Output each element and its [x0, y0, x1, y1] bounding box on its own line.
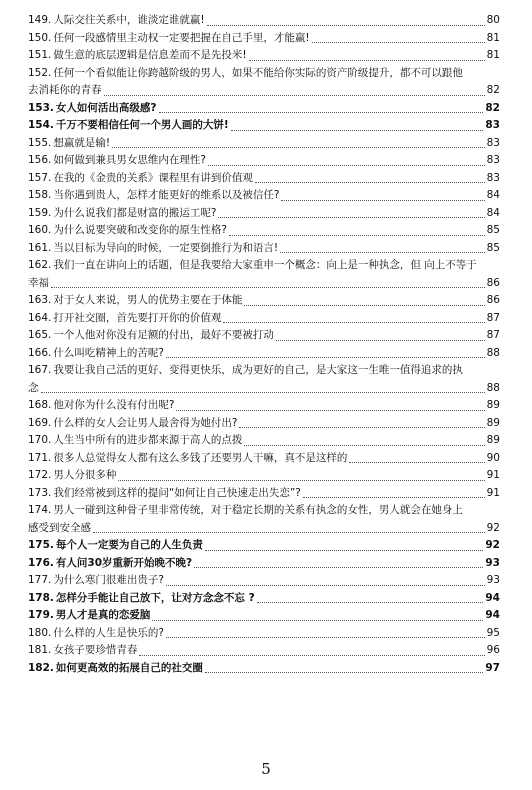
entry-page: 85 — [486, 241, 500, 254]
entry-title: 女人如何活出高级感? — [55, 101, 157, 114]
entry-title: 千万不要相信任何一个男人画的大饼! — [55, 119, 229, 131]
entry-title: 人际交往关系中，谁淡定谁就赢! — [53, 14, 205, 26]
page-number: 5 — [261, 760, 271, 778]
dot-leader — [255, 182, 485, 183]
dot-leader — [231, 130, 484, 131]
toc-entry[interactable] — [28, 345, 500, 363]
entry-title: 如何做到兼具男女思维内在理性? — [53, 154, 206, 166]
dot-leader — [152, 620, 483, 621]
entry-page: 83 — [486, 136, 500, 149]
toc-entry[interactable] — [28, 502, 500, 537]
dot-leader — [118, 480, 484, 481]
dot-leader — [205, 672, 483, 673]
entry-number: 164. — [28, 311, 52, 324]
toc-entry[interactable] — [28, 240, 500, 258]
dot-leader — [249, 60, 485, 61]
toc-entry[interactable] — [28, 660, 500, 678]
entry-title-line2: 去消耗你的青春 — [28, 84, 102, 96]
dot-leader — [139, 655, 484, 656]
entry-page: 83 — [486, 154, 500, 166]
entry-number: 151. — [28, 49, 52, 61]
entry-page: 90 — [486, 451, 500, 464]
dot-leader — [194, 567, 483, 568]
entry-page: 93 — [486, 574, 500, 586]
entry-title-line1: 任何一个看似能让你跨越阶级的男人，如果不能给你实际的资产阶级提升，都不可以跟他 — [53, 66, 463, 79]
entry-number: 165. — [28, 329, 52, 341]
entry-number: 160. — [28, 224, 52, 236]
dot-leader — [312, 42, 485, 43]
entry-title: 人生当中所有的进步都来源于高人的点拨 — [53, 434, 243, 446]
toc-entry[interactable] — [28, 572, 500, 590]
entry-title: 男人才是真的恋爱脑 — [55, 609, 151, 621]
entry-page: 89 — [486, 399, 500, 411]
entry-number: 173. — [28, 486, 52, 499]
toc-entry[interactable] — [28, 590, 500, 608]
entry-number: 182. — [28, 661, 54, 674]
toc-entry[interactable] — [28, 485, 500, 503]
dot-leader — [166, 357, 485, 358]
entry-number: 171. — [28, 451, 52, 464]
entry-number: 178. — [28, 591, 54, 604]
entry-title: 为什么寒门很难出贵子? — [53, 574, 164, 586]
toc-entry[interactable] — [28, 292, 500, 310]
dot-leader — [257, 602, 484, 603]
dot-leader — [303, 497, 485, 498]
entry-number: 155. — [28, 136, 52, 149]
entry-title: 当以目标为导向的时候，一定要倒推行为和语言! — [53, 241, 279, 254]
entry-number: 149. — [28, 14, 52, 26]
entry-title: 当你遇到贵人，怎样才能更好的维系以及被信任? — [53, 189, 280, 201]
entry-number: 168. — [28, 399, 52, 411]
entry-number: 163. — [28, 294, 52, 306]
entry-title: 做生意的底层逻辑是信息差而不是先投米! — [53, 49, 247, 61]
entry-title: 怎样分手能让自己放下，让对方念念不忘 ? — [55, 591, 255, 604]
entry-title: 什么样的人生是快乐的? — [53, 626, 164, 639]
entry-title: 打开社交圈，首先要打开你的价值观 — [53, 311, 222, 324]
entry-page: 97 — [485, 661, 500, 674]
toc-entry[interactable] — [28, 205, 500, 223]
entry-number: 176. — [28, 556, 54, 569]
entry-page: 80 — [486, 14, 500, 26]
toc-entry[interactable] — [28, 47, 500, 65]
entry-page: 92 — [485, 539, 500, 551]
toc-entry[interactable] — [28, 117, 500, 135]
entry-page: 87 — [486, 311, 500, 324]
entry-title: 什么叫吃精神上的苦呢? — [53, 346, 164, 359]
table-of-contents — [28, 12, 500, 677]
entry-page: 82 — [486, 84, 500, 96]
entry-title: 我们经常被到这样的提问“如何让自己快速走出失恋”? — [53, 486, 301, 499]
entry-page: 95 — [486, 626, 500, 639]
toc-entry[interactable] — [28, 30, 500, 48]
entry-number: 169. — [28, 416, 52, 429]
entry-title: 为什么说要突破和改变你的原生性格? — [53, 224, 227, 236]
dot-leader — [208, 165, 485, 166]
dot-leader — [166, 637, 485, 638]
entry-number: 162. — [28, 259, 52, 271]
entry-number: 156. — [28, 154, 52, 166]
toc-entry[interactable] — [28, 467, 500, 485]
dot-leader — [112, 147, 485, 148]
entry-number: 154. — [28, 119, 54, 131]
entry-number: 179. — [28, 609, 54, 621]
dot-leader — [159, 112, 484, 113]
dot-leader — [239, 427, 484, 428]
entry-title: 有人问30岁重新开始晚不晚? — [55, 556, 193, 569]
entry-page: 94 — [485, 609, 500, 621]
dot-leader — [276, 340, 485, 341]
toc-entry[interactable] — [28, 187, 500, 205]
entry-page: 92 — [486, 521, 500, 534]
entry-title-line2: 念 — [28, 381, 39, 394]
entry-number: 161. — [28, 241, 52, 254]
entry-title-line2: 幸福 — [28, 276, 49, 289]
dot-leader — [244, 445, 484, 446]
toc-entry[interactable] — [28, 135, 500, 153]
dot-leader — [229, 235, 485, 236]
entry-number: 158. — [28, 189, 52, 201]
entry-number: 181. — [28, 644, 52, 656]
entry-title: 很多人总觉得女人都有这么多钱了还要男人干嘛，真不是这样的 — [53, 451, 348, 464]
entry-title: 在我的《金贵的关系》课程里有讲到价值观 — [53, 171, 253, 184]
entry-number: 177. — [28, 574, 52, 586]
entry-number: 150. — [28, 31, 52, 44]
entry-page: 94 — [485, 591, 500, 604]
entry-title: 如何更高效的拓展自己的社交圈 — [55, 661, 203, 674]
entry-title: 他对你为什么没有付出呢? — [53, 399, 175, 411]
entry-title: 为什么说我们都是财富的搬运工呢? — [53, 206, 217, 219]
entry-title: 什么样的女人会让男人最舍得为她付出? — [53, 416, 238, 429]
entry-number: 157. — [28, 171, 52, 184]
toc-entry[interactable] — [28, 310, 500, 328]
toc-entry[interactable] — [28, 65, 500, 100]
dot-leader — [244, 305, 484, 306]
toc-entry[interactable] — [28, 257, 500, 292]
toc-entry[interactable] — [28, 362, 500, 397]
toc-entry[interactable] — [28, 607, 500, 625]
entry-page: 84 — [486, 189, 500, 201]
entry-title: 想赢就是输! — [53, 136, 111, 149]
toc-entry[interactable] — [28, 415, 500, 433]
entry-page: 82 — [485, 101, 500, 114]
entry-title: 一个人他对你没有足额的付出，最好不要被打动 — [53, 329, 274, 341]
entry-title-line1: 男人一碰到这种骨子里非常传统，对于稳定长期的关系有执念的女性，男人就会在她身上 — [53, 504, 463, 516]
entry-number: 167. — [28, 364, 52, 376]
entry-title: 每个人一定要为自己的人生负责 — [55, 539, 203, 551]
entry-title-line1: 我们一直在讲向上的话题，但是我要给大家重申一个概念：向上是一种执念，但 向上不等于 — [53, 259, 477, 271]
entry-page: 88 — [486, 346, 500, 359]
toc-entry[interactable] — [28, 642, 500, 660]
entry-number: 152. — [28, 66, 52, 79]
entry-number: 170. — [28, 434, 52, 446]
dot-leader — [281, 200, 484, 201]
entry-page: 83 — [485, 119, 500, 131]
dot-leader — [176, 410, 484, 411]
toc-entry[interactable] — [28, 152, 500, 170]
entry-page: 96 — [486, 644, 500, 656]
entry-page: 89 — [486, 434, 500, 446]
toc-entry[interactable] — [28, 537, 500, 555]
toc-entry[interactable] — [28, 12, 500, 30]
entry-page: 86 — [486, 294, 500, 306]
dot-leader — [218, 217, 484, 218]
entry-number: 166. — [28, 346, 52, 359]
entry-title: 女孩子要珍惜青春 — [53, 644, 138, 656]
entry-title-line1: 我要让我自己活的更好、变得更快乐，成为更好的自己，是大家这一生唯一值得追求的执 — [53, 364, 463, 376]
dot-leader — [205, 550, 483, 551]
dot-leader — [207, 25, 485, 26]
dot-leader — [104, 95, 485, 96]
entry-page: 91 — [486, 486, 500, 499]
toc-entry[interactable] — [28, 450, 500, 468]
dot-leader — [280, 252, 485, 253]
entry-page: 93 — [485, 556, 500, 569]
entry-page: 85 — [486, 224, 500, 236]
toc-entry[interactable] — [28, 222, 500, 240]
entry-page: 84 — [486, 206, 500, 219]
entry-page: 89 — [486, 416, 500, 429]
entry-number: 172. — [28, 469, 52, 481]
toc-entry[interactable] — [28, 100, 500, 118]
dot-leader — [223, 322, 484, 323]
entry-page: 81 — [486, 31, 500, 44]
toc-entry[interactable] — [28, 555, 500, 573]
toc-entry[interactable] — [28, 625, 500, 643]
entry-title-line2: 感受到安全感 — [28, 521, 91, 534]
dot-leader — [93, 532, 485, 533]
entry-page: 83 — [486, 171, 500, 184]
entry-title: 男人分很多种 — [53, 469, 117, 481]
entry-number: 175. — [28, 539, 54, 551]
toc-entry[interactable] — [28, 170, 500, 188]
entry-page: 81 — [486, 49, 500, 61]
dot-leader — [51, 287, 485, 288]
dot-leader — [41, 392, 485, 393]
entry-page: 87 — [486, 329, 500, 341]
entry-page: 88 — [486, 381, 500, 394]
entry-title: 对于女人来说，男人的优势主要在于体能 — [53, 294, 243, 306]
entry-number: 159. — [28, 206, 52, 219]
entry-number: 174. — [28, 504, 52, 516]
entry-number: 153. — [28, 101, 54, 114]
toc-entry[interactable] — [28, 327, 500, 345]
entry-title: 任何一段感情里主动权一定要把握在自己手里，才能赢! — [53, 31, 310, 44]
dot-leader — [166, 585, 485, 586]
toc-entry[interactable] — [28, 432, 500, 450]
dot-leader — [349, 462, 484, 463]
entry-number: 180. — [28, 626, 52, 639]
toc-entry[interactable] — [28, 397, 500, 415]
entry-page: 86 — [486, 276, 500, 289]
entry-page: 91 — [486, 469, 500, 481]
